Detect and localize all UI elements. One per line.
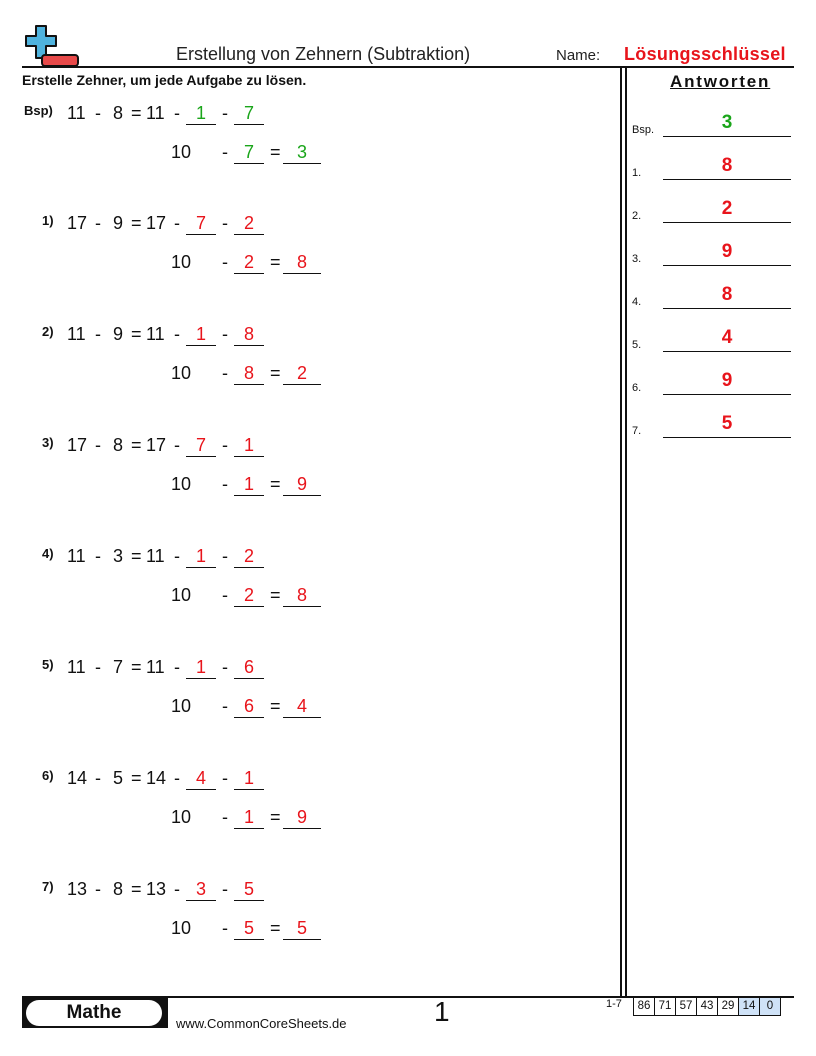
ten: 10 [171,474,192,494]
problem-number: 6) [42,768,54,783]
result-blank[interactable]: 5 [283,918,321,940]
split-blank-2[interactable]: 1 [234,768,264,790]
minuend-repeat: 11 [146,657,165,677]
score-cell: 57 [676,998,697,1015]
problem-number: Bsp) [24,103,53,118]
problem-number: 7) [42,879,54,894]
minus-sign: - [95,657,101,677]
ten: 10 [171,918,192,938]
ten: 10 [171,807,192,827]
problem-2 [0,324,600,414]
minuend: 17 [67,213,88,233]
result-blank[interactable]: 4 [283,696,321,718]
answer-value[interactable]: 9 [721,241,733,262]
answer-label: 1. [632,167,642,179]
minuend-repeat: 11 [146,103,165,123]
answer-line [663,308,791,309]
minus-sign: - [222,142,228,162]
split-blank-1[interactable]: 1 [186,546,216,568]
subtrahend: 9 [113,213,124,233]
equals-sign: = [131,324,142,344]
column-divider [620,66,622,996]
equals-sign: = [131,213,142,233]
answer-row [632,286,792,310]
minus-sign: - [222,918,228,938]
split-blank-2[interactable]: 2 [234,213,264,235]
minus-sign: - [222,657,228,677]
score-cell: 0 [760,998,780,1015]
equals-sign: = [270,363,281,383]
minus-sign: - [95,768,101,788]
answer-label: Bsp. [632,124,655,136]
problem-3 [0,435,600,525]
problem-6 [0,768,600,858]
result-blank[interactable]: 3 [283,142,321,164]
score-cell: 29 [718,998,739,1015]
equals-sign: = [270,474,281,494]
split-blank-1[interactable]: 1 [186,657,216,679]
answer-line [663,394,791,395]
ten: 10 [171,585,192,605]
minuend: 11 [67,103,86,123]
minuend-repeat: 11 [146,546,165,566]
score-cell: 71 [655,998,676,1015]
minus-sign: - [222,363,228,383]
equals-sign: = [270,918,281,938]
split-blank-2[interactable]: 1 [234,435,264,457]
score-cell: 86 [634,998,655,1015]
subtract-blank[interactable]: 5 [234,918,264,940]
score-cell: 14 [739,998,760,1015]
subtrahend: 3 [113,546,124,566]
answer-label: 4. [632,296,642,308]
minuend: 13 [67,879,88,899]
subtrahend: 9 [113,324,124,344]
minus-sign: - [95,435,101,455]
score-range: 1-7 [606,998,622,1010]
answer-line [663,351,791,352]
equals-sign: = [131,546,142,566]
equals-sign: = [270,696,281,716]
equals-sign: = [270,585,281,605]
score-cell: 43 [697,998,718,1015]
problem-4 [0,546,600,636]
answer-line [663,437,791,438]
minus-sign: - [174,879,180,899]
split-blank-2[interactable]: 8 [234,324,264,346]
result-blank[interactable]: 8 [283,585,321,607]
answer-value[interactable]: 8 [721,284,733,305]
subtrahend: 5 [113,768,124,788]
minuend-repeat: 17 [146,435,167,455]
minus-sign: - [222,546,228,566]
subtract-blank[interactable]: 1 [234,474,264,496]
minus-sign: - [222,252,228,272]
problem-5 [0,657,600,747]
example-problem [0,103,600,193]
problem-number: 1) [42,213,54,228]
split-blank-2[interactable]: 2 [234,546,264,568]
split-blank-1[interactable]: 3 [186,879,216,901]
equals-sign: = [131,768,142,788]
equals-sign: = [131,879,142,899]
answer-value[interactable]: 9 [721,370,733,391]
answers-title: Antworten [670,72,771,91]
minus-sign: - [174,213,180,233]
minus-sign: - [95,879,101,899]
split-blank-1[interactable]: 1 [186,324,216,346]
minuend-repeat: 13 [146,879,167,899]
worksheet-title: Erstellung von Zehnern (Subtraktion) [176,44,471,64]
answer-label: 5. [632,339,642,351]
split-blank-2[interactable]: 6 [234,657,264,679]
subtract-blank[interactable]: 2 [234,585,264,607]
answer-label: 7. [632,425,642,437]
problem-7 [0,879,600,969]
subtrahend: 8 [113,435,124,455]
equals-sign: = [131,657,142,677]
minus-sign: - [222,324,228,344]
minus-sign: - [174,768,180,788]
subtract-blank[interactable]: 2 [234,252,264,274]
minus-sign: - [222,879,228,899]
result-blank[interactable]: 9 [283,474,321,496]
minuend: 11 [67,546,86,566]
minus-sign: - [95,213,101,233]
minus-sign: - [95,324,101,344]
equals-sign: = [270,142,281,162]
logo-plus-minus-icon [22,24,80,68]
problem-number: 2) [42,324,54,339]
answer-value[interactable]: 2 [721,198,733,219]
subject-badge: Mathe [26,1000,162,1026]
answer-line [663,222,791,223]
ten: 10 [171,696,192,716]
instructions: Erstelle Zehner, um jede Aufgabe zu lösen. [22,72,307,88]
minus-sign: - [95,103,101,123]
answer-label: 2. [632,210,642,222]
subtract-blank[interactable]: 8 [234,363,264,385]
answer-row [632,114,792,138]
minus-sign: - [174,103,180,123]
minus-sign: - [222,696,228,716]
minuend: 14 [67,768,88,788]
answer-label: 6. [632,382,642,394]
answer-row [632,372,792,396]
subtract-blank[interactable]: 6 [234,696,264,718]
minuend: 11 [67,324,86,344]
name-value: Lösungsschlüssel [624,44,786,64]
answer-value[interactable]: 3 [721,112,733,133]
minus-sign: - [222,213,228,233]
ten: 10 [171,142,192,162]
problem-number: 4) [42,546,54,561]
answer-row [632,329,792,353]
equals-sign: = [270,252,281,272]
ten: 10 [171,252,192,272]
score-table [633,998,781,1016]
minuend: 17 [67,435,88,455]
minus-sign: - [174,324,180,344]
answer-line [663,136,791,137]
answer-line [663,179,791,180]
problem-number: 3) [42,435,54,450]
subtrahend: 8 [113,103,124,123]
minus-sign: - [222,435,228,455]
split-blank-1[interactable]: 4 [186,768,216,790]
equals-sign: = [270,807,281,827]
problem-1 [0,213,600,303]
minus-sign: - [222,807,228,827]
minus-sign: - [174,657,180,677]
minus-sign: - [222,768,228,788]
minus-sign: - [174,546,180,566]
subtract-blank[interactable]: 7 [234,142,264,164]
minus-sign: - [222,474,228,494]
problem-number: 5) [42,657,54,672]
subtract-blank[interactable]: 1 [234,807,264,829]
subtrahend: 8 [113,879,124,899]
split-blank-2[interactable]: 7 [234,103,264,125]
minuend-repeat: 17 [146,213,167,233]
minuend-repeat: 14 [146,768,167,788]
split-blank-1[interactable]: 7 [186,435,216,457]
answer-row [632,200,792,224]
column-divider [625,66,627,996]
result-blank[interactable]: 2 [283,363,321,385]
page-number: 1 [434,996,450,1027]
minuend: 11 [67,657,86,677]
answer-line [663,265,791,266]
split-blank-2[interactable]: 5 [234,879,264,901]
answer-row [632,157,792,181]
minus-sign: - [222,103,228,123]
minus-sign: - [174,435,180,455]
name-label: Name: [556,47,601,64]
answer-value[interactable]: 8 [721,155,733,176]
answer-value[interactable]: 4 [721,327,733,348]
minus-sign: - [222,585,228,605]
result-blank[interactable]: 9 [283,807,321,829]
split-blank-1[interactable]: 7 [186,213,216,235]
answer-value[interactable]: 5 [721,413,733,434]
header-divider [22,66,794,68]
equals-sign: = [131,435,142,455]
minuend-repeat: 11 [146,324,165,344]
answer-row [632,415,792,439]
ten: 10 [171,363,192,383]
equals-sign: = [131,103,142,123]
answer-row [632,243,792,267]
answer-label: 3. [632,253,642,265]
site-url: www.CommonCoreSheets.de [176,1016,347,1031]
result-blank[interactable]: 8 [283,252,321,274]
subtrahend: 7 [113,657,124,677]
split-blank-1[interactable]: 1 [186,103,216,125]
minus-sign: - [95,546,101,566]
